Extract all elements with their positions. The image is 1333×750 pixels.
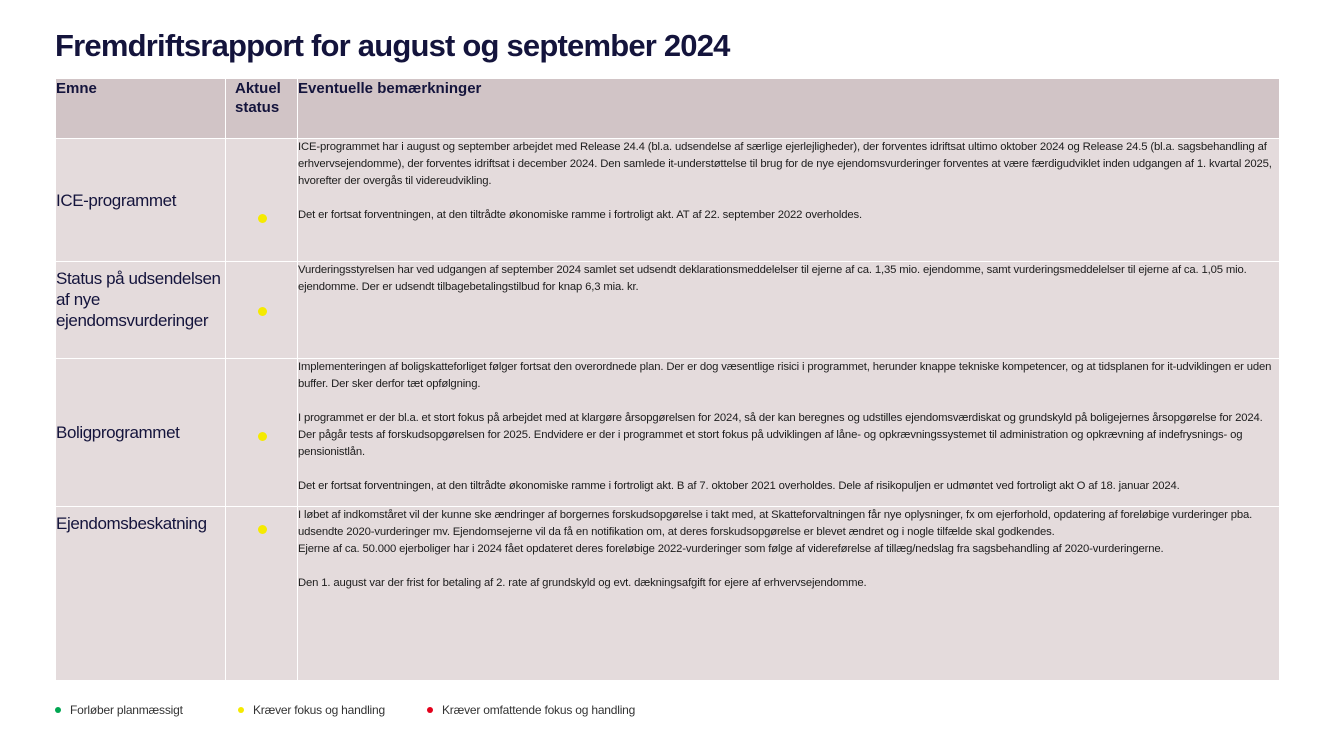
table-row <box>56 507 1280 681</box>
row-remarks <box>298 139 1280 262</box>
remark-paragraph: Ejerne af ca. 50.000 ejerboliger har i 2024 fået opdateret deres foreløbige 2022-vurderinger som følge af videreførelse af tillæg/nedslag fra sagsbehandling af 2020-vurderingerne. <box>298 543 1164 555</box>
status-dot-yellow-icon <box>258 307 267 316</box>
row-remarks <box>298 507 1280 681</box>
legend-item-red <box>427 703 635 717</box>
remark-paragraph: I løbet af indkomståret vil der kunne ske ændringer af borgernes forskudsopgørelse i takt med, at Skatteforvaltningen får nye oplysninger, fx om ejerforhold, opdatering af foreløbige vurderinger pba. udsendte 2020-vurderinger mv. Ejendomsejerne vil da få en notifikation om, at deres forskudsopgørelse er blevet ændret og i nogle tilfælde skal godkendes. <box>298 509 1253 538</box>
row-status <box>226 507 298 681</box>
legend-label: Forløber planmæssigt <box>70 703 183 717</box>
legend-label: Kræver omfattende fokus og handling <box>442 703 636 717</box>
header-status: Aktuel status <box>226 79 298 139</box>
row-remarks <box>298 359 1280 507</box>
remark-paragraph: Det er fortsat forventningen, at den tiltrådte økonomiske ramme i fortroligt akt. AT af 22. september 2022 overholdes. <box>298 209 862 221</box>
remark-paragraph: Den 1. august var der frist for betaling af 2. rate af grundskyld og evt. dækningsafgift for ejere af erhvervsejendomme. <box>298 577 867 589</box>
table-row <box>56 262 1280 359</box>
table-row <box>56 139 1280 262</box>
remark-paragraph: ICE-programmet har i august og september arbejdet med Release 24.4 (bl.a. udsendelse af særlige ejerlejligheder), der forventes idriftsat ultimo oktober 2024 og Release 24.5 (bl.a. sagsbehandling af erhvervsejendomme), der forventes idriftsat i december 2024. Den samlede it-understøttelse til brug for de nye ejendomsvurderinger forventes at være færdigudviklet inden udgangen af 1. kvartal 2025, hvorefter der overgås til videreudvikling. <box>298 141 1272 187</box>
progress-table <box>55 78 1280 681</box>
row-status <box>226 139 298 262</box>
remark-paragraph: Det er fortsat forventningen, at den tiltrådte økonomiske ramme i fortroligt akt. B af 7. oktober 2021 overholdes. Dele af risikopuljen er udmøntet ved fortroligt akt O af 18. januar 2024. <box>298 480 1180 492</box>
legend-item-green <box>55 703 183 717</box>
row-topic: ICE-programmet <box>56 139 226 262</box>
page-title: Fremdriftsrapport for august og september 2024 <box>55 28 730 63</box>
row-topic: Boligprogrammet <box>56 359 226 507</box>
remark-paragraph: Vurderingsstyrelsen har ved udgangen af september 2024 samlet set udsendt deklarationsmeddelelser til ejerne af ca. 1,35 mio. ejendomme, samt vurderingsmeddelelser til ejerne af ca. 1,05 mio. ejendomme. Der er udsendt tilbagebetalingstilbud for knap 6,3 mia. kr. <box>298 264 1247 293</box>
remark-paragraph: Implementeringen af boligskatteforliget følger fortsat den overordnede plan. Der er dog væsentlige risici i programmet, herunder knappe tekniske kompetencer, og at tidsplanen for it-udviklingen er uden buffer. Der sker derfor tæt opfølgning. <box>298 361 1272 390</box>
green-dot-icon <box>55 707 61 713</box>
row-topic: Status på udsendelsen af nye ejendomsvurderinger <box>56 262 226 359</box>
row-status <box>226 262 298 359</box>
table-header-row <box>56 79 1280 139</box>
table-row <box>56 359 1280 507</box>
header-remarks: Eventuelle bemærkninger <box>298 79 1280 139</box>
status-dot-yellow-icon <box>258 432 267 441</box>
red-dot-icon <box>427 707 433 713</box>
yellow-dot-icon <box>238 707 244 713</box>
row-remarks <box>298 262 1280 359</box>
row-topic: Ejendomsbeskatning <box>56 507 226 681</box>
header-topic: Emne <box>56 79 226 139</box>
status-dot-yellow-icon <box>258 525 267 534</box>
remark-paragraph: I programmet er der bl.a. et stort fokus på arbejdet med at klargøre årsopgørelsen for 2024, så der kan beregnes og udstilles ejendomsværdiskat og grundskyld på boligejernes årsopgørelse for 2024. Der pågår tests af forskudsopgørelsen for 2025. Endvidere er der i programmet et stort fokus på udviklingen af låne- og opkrævningssystemet til administration og opkrævning af indefrysnings- og pensionistlån. <box>298 412 1263 458</box>
status-dot-yellow-icon <box>258 214 267 223</box>
row-status <box>226 359 298 507</box>
legend-item-yellow <box>238 703 385 717</box>
legend-label: Kræver fokus og handling <box>253 703 385 717</box>
